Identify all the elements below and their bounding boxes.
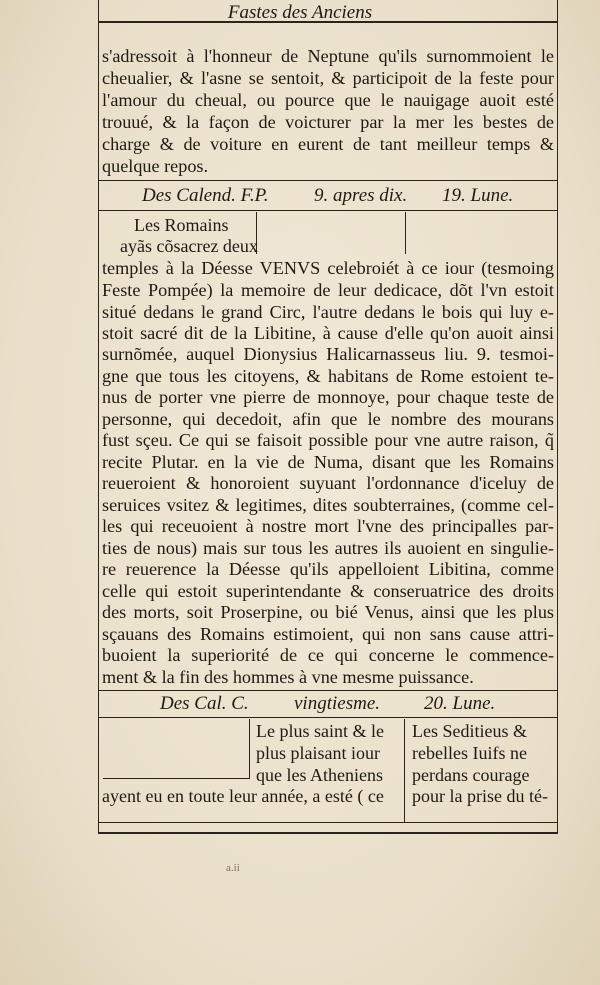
text-line: charge & de voiture en eurent de tant meilleur temps & (102, 134, 554, 154)
section2-middle-line: que les Atheniens (256, 765, 383, 785)
text-line: cheualier, & l'asne se sentoit, & participoit de la feste pour (102, 68, 554, 88)
section2-middle-line: Le plus saint & le (256, 721, 384, 741)
text-line: surnõmée, auquel Dionysius Halicarnasseus liu. 9. tesmoi- (102, 344, 554, 364)
running-title: Fastes des Anciens (227, 2, 373, 23)
text-line: buoient la superiorité de ce qui concerne le commence- (102, 645, 554, 665)
section2-day: vingtiesme. (294, 693, 381, 714)
section2-header (100, 692, 554, 716)
text-line: temples à la Déesse VENVS celebroiét à ce iour (tesmoing (102, 258, 554, 278)
text-line: recite Plutar. en la vie de Numa, disant que les Romains (102, 452, 554, 472)
section2-lune: 20. Lune. (424, 693, 496, 714)
text-line: celle qui estoit superintendante & conseruatrice des droits (102, 581, 554, 601)
text-line: quelque repos. (102, 156, 209, 176)
section1-calend: Des Calend. F.P. (142, 185, 269, 206)
section2-right-line: perdans courage (412, 765, 530, 785)
text-line: reueroient & honoroient suyuant l'ordonnance d'iceluy de (102, 473, 554, 493)
text-line: des morts, soit Proserpine, ou bié Venus, ainsi que les plus (102, 602, 554, 622)
text-line: ment & la fin des hommes à vne mesme puissance. (102, 667, 474, 687)
bottom-double-rule (98, 832, 558, 834)
section1-cell-line: Les Romains (134, 215, 229, 235)
section2-calend: Des Cal. C. (160, 693, 249, 714)
text-line: trouué, & la façon de voicturer par la mer les bestes de (102, 112, 554, 132)
bottom-rule (98, 822, 558, 823)
section2-col-divider (249, 719, 250, 779)
text-line: les qui receuoient à nostre mort l'vne des principalles par- (102, 516, 554, 536)
text-line: gne que tous les citoyens, & habitans de Rome estoient te- (102, 366, 554, 386)
text-line: ties de nous) mais sur tous les autres ils auoient en singulie- (102, 538, 554, 558)
text-line: stoit sacré dit de la Libitine, à cause d'elle qu'on auoit ainsi (102, 323, 554, 343)
section1-cell-line: ayãs cõsacrez deux (120, 236, 258, 256)
section1-col-divider (405, 212, 406, 254)
section2-bottom-left: ayent eu en toute leur année, a esté ( ce (102, 786, 384, 806)
section2-right-line: rebelles Iuifs ne (412, 743, 527, 763)
text-line: personne, qui decedoit, afin que le nombre des mourans (102, 409, 554, 429)
text-line: seruices vsitez & legitimes, dites soubterraines, (comme cel- (102, 495, 554, 515)
section2-col-divider (404, 719, 405, 823)
text-line: fust sçeu. Ce qui se faisoit possible pour vne autre raison, q̃ (102, 430, 554, 450)
section2-bottom-right: pour la prise du té- (412, 786, 548, 806)
section1-lune: 19. Lune. (442, 185, 514, 206)
section1-top-rule (98, 180, 558, 181)
section1-hour: 9. apres dix. (314, 185, 408, 206)
text-line: nus de porter vne pierre de monnoye, pour chaque teste de (102, 387, 554, 407)
text-line: situé dedans le grand Circ, l'autre dedans le bois qui luy e- (102, 302, 554, 322)
section2-right-line: Les Seditieus & (412, 721, 527, 741)
signature-mark: a.ii (226, 862, 240, 874)
section1-header (100, 184, 554, 208)
text-line: l'amour du cheual, ou pource que le nauigage auoit esté (102, 90, 554, 110)
section1-mid-rule (98, 210, 558, 211)
text-line: Feste Pompée) la memoire de leur dedicace, dõt l'vn estoit (102, 280, 554, 300)
text-line: re reuerence la Déesse qu'ils appelloient Libitina, comme (102, 559, 554, 579)
section2-top-rule (98, 690, 558, 691)
text-line: sçauans des Romains estimoient, qui non sans cause attri- (102, 624, 554, 644)
section2-mid-rule (98, 717, 558, 718)
section2-middle-line: plus plaisant iour (256, 743, 380, 763)
section2-blank-cell-rule (103, 778, 249, 779)
text-line: s'adressoit à l'honneur de Neptune qu'ils surnommoient le (102, 46, 554, 66)
